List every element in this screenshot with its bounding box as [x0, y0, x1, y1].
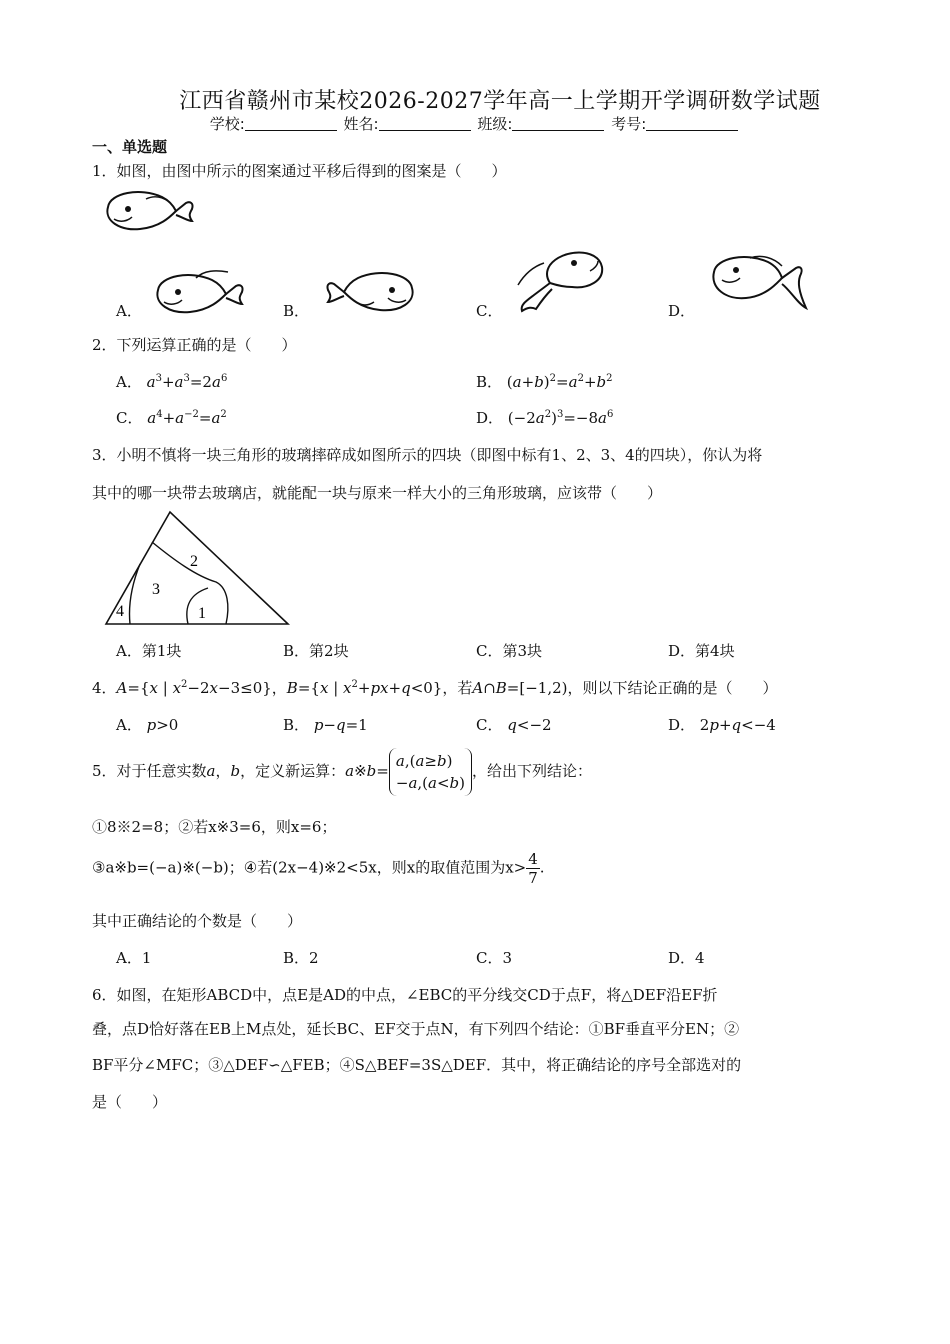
piece-label-3: 3: [152, 581, 160, 598]
question-6-line-3: BF平分∠MFC；③△DEF∽△FEB；④S△BEF=3S△DEF．其中，将正确结论的序号全部选对的: [92, 1056, 742, 1074]
q2-option-a[interactable]: A． $a^3+a^3=2a^6$: [116, 373, 228, 391]
question-6-line-4: 是（ ）: [92, 1093, 168, 1111]
q4-option-a[interactable]: A． p>0: [116, 716, 179, 734]
exam-no-label: 考号:: [611, 115, 647, 133]
question-5-line-3: ③a※b=(−a)※(−b)；④若(2x−4)※2<5x，则x的取值范围为x> $\frac{4}{7}$ .: [92, 850, 545, 887]
broken-triangle-diagram: [100, 508, 295, 630]
student-info-line: [0, 113, 950, 134]
class-label: 班级:: [477, 115, 513, 133]
school-label: 学校:: [209, 115, 245, 133]
q1-option-a[interactable]: A．: [116, 302, 142, 320]
q1-option-b[interactable]: B．: [283, 302, 310, 320]
question-5-question: 其中正确结论的个数是（ ）: [92, 912, 303, 930]
fish-original-image: [100, 185, 200, 245]
question-5-line-2: ①8※2=8；②若x※3=6，则x=6；: [92, 818, 337, 836]
question-3-stem-line-1: 3．小明不慎将一块三角形的玻璃摔碎成如图所示的四块（即图中标有1、2、3、4的四块），你认为将: [92, 446, 763, 464]
q1-option-d[interactable]: D．: [668, 302, 696, 320]
q3-option-d[interactable]: D．第4块: [668, 642, 735, 660]
fish-option-d-image: [706, 250, 811, 315]
piece-label-4: 4: [116, 603, 124, 620]
page-title: 江西省赣州市某校2026-2027学年高一上学期开学调研数学试题: [179, 89, 821, 114]
q5-option-b[interactable]: B．2: [283, 949, 319, 967]
class-field[interactable]: [512, 116, 604, 131]
question-6-line-1: 6．如图，在矩形ABCD中，点E是AD的中点，∠EBC的平分线交CD于点F，将△DEF沿EF折: [92, 986, 718, 1004]
school-field[interactable]: [245, 116, 337, 131]
piece-label-1: 1: [198, 605, 206, 622]
fraction-four-sevenths: $\frac{4}{7}$: [528, 850, 538, 887]
question-3-stem-line-2: 其中的哪一块带去玻璃店，就能配一块与原来一样大小的三角形玻璃，应该带（ ）: [92, 484, 663, 502]
name-label: 姓名:: [343, 115, 379, 133]
q1-option-c[interactable]: C．: [476, 302, 503, 320]
question-4-stem: 4．A={x | $x^2-2x-3\le 0$}，B={x | $x^2+px+q<0$}，若A∩B=[−1,2)，则以下结论正确的是（ ）: [92, 679, 778, 697]
q5-option-c[interactable]: C．3: [476, 949, 513, 967]
fish-option-c-image: [510, 245, 610, 320]
piece-label-2: 2: [190, 553, 198, 570]
question-1-stem: 1．如图，由图中所示的图案通过平移后得到的图案是（ ）: [92, 162, 507, 180]
q3-option-c[interactable]: C．第3块: [476, 642, 543, 660]
question-5-stem: 5．对于任意实数a，b，定义新运算：a※b=a,(a≥b) −a,(a<b)，给出下列结论：: [92, 748, 592, 796]
q2-option-b[interactable]: B． $(a+b)^2=a^2+b^2$: [476, 373, 613, 391]
q2-option-d[interactable]: D． $(-2a^2)^3=-8a^6$: [476, 409, 614, 427]
q2-option-c[interactable]: C． $a^4+a^{-2}=a^2$: [116, 409, 227, 427]
exam-no-field[interactable]: [646, 116, 738, 131]
q5-option-d[interactable]: D．4: [668, 949, 705, 967]
q3-option-b[interactable]: B．第2块: [283, 642, 349, 660]
question-2-stem: 2．下列运算正确的是（ ）: [92, 336, 297, 354]
q4-option-c[interactable]: C． q<−2: [476, 716, 552, 734]
piecewise-brace: a,(a≥b) −a,(a<b): [389, 748, 472, 796]
q4-option-d[interactable]: D． 2p+q<−4: [668, 716, 776, 734]
q5-option-a[interactable]: A．1: [116, 949, 152, 967]
fish-option-a-image: [150, 262, 250, 317]
section-heading: 一、单选题: [92, 138, 168, 156]
name-field[interactable]: [379, 116, 471, 131]
question-6-line-2: 叠，点D恰好落在EB上M点处，延长BC、EF交于点N，有下列四个结论：①BF垂直平分EN；②: [92, 1020, 740, 1038]
fish-option-b-image: [320, 262, 420, 317]
q3-option-a[interactable]: A．第1块: [116, 642, 182, 660]
q4-option-b[interactable]: B． p−q=1: [283, 716, 368, 734]
